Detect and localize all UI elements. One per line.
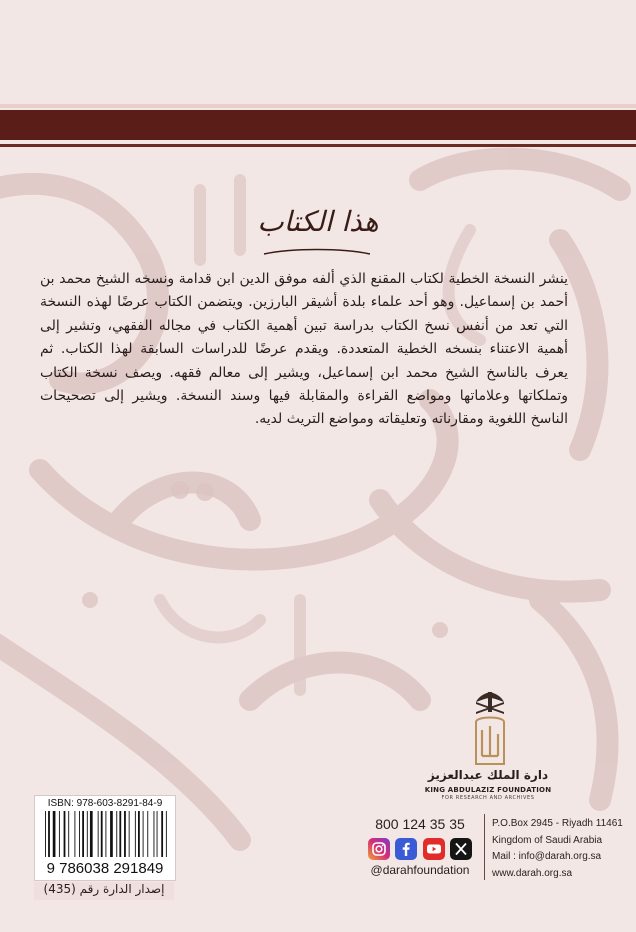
barcode-bar [138, 811, 140, 857]
barcode-bar [87, 811, 88, 857]
website-line: www.darah.org.sa [492, 867, 573, 879]
barcode-bar [101, 811, 103, 857]
top-band-line [0, 144, 636, 147]
country-line: Kingdom of Saudi Arabia [492, 834, 603, 846]
barcode-bar [129, 811, 130, 857]
barcode-bar [143, 811, 144, 857]
barcode-bar [116, 811, 117, 857]
isbn-label: ISBN: 978-603-8291-84-9 [47, 798, 163, 809]
barcode-bar [105, 811, 106, 857]
description-text: ينشر النسخة الخطية لكتاب المقنع الذي ألفه موفق الدين ابن قدامة ونسخه الشيخ محمد بن أحمد بن إسماعيل. وهو أحد علماء بلدة أشيقر البارزين. ويتضمن الكتاب عرضًا لهذه النسخة التي تعد من أنفس نسخ الكتاب بدراسة تبين أهمية الكتاب في مجاله الفقهي، وتشير إلى أهمية الاعتناء بنسخه الخطية المتعددة. ويقدم عرضًا للدراسات السابقة لهذا الكتاب. ثم يعرف بالناسخ الشيخ محمد ابن إسماعيل، ويشير إلى معالم فقهه. ويصف نسخة الكتاب وتملكاتها وعلاماتها ومواضع القراءة والمقابلة فيها وسند النسخة. ويشير إلى تصحيحات الناسخ اللغوية ومقارناته وتعليقاته ومواضع التريث لديه. [40, 271, 568, 428]
barcode-bar [90, 811, 93, 857]
mail-line: Mail : info@darah.org.sa [492, 851, 602, 862]
barcode-bar [154, 811, 155, 857]
social-handle: @darahfoundation [370, 863, 470, 877]
foundation-subtitle-english: FOR RESEARCH AND ARCHIVES [441, 795, 535, 801]
section-title: هذا الكتاب [257, 205, 379, 238]
barcode-bar [119, 811, 121, 857]
phone-number: 800 124 35 35 [375, 816, 465, 832]
facebook-icon [395, 838, 417, 860]
barcode-bar [82, 811, 84, 857]
palm-swords-emblem [468, 690, 512, 768]
pobox-line: P.O.Box 2945 - Riyadh 11461 [492, 818, 623, 829]
barcode [43, 811, 167, 863]
barcode-bar [64, 811, 66, 857]
contact-divider [484, 814, 485, 880]
barcode-bar [124, 811, 126, 857]
x-icon [450, 838, 472, 860]
issue-number-label: إصدار الدارة رقم (435) [34, 882, 174, 900]
social-icons [368, 838, 472, 862]
barcode-bar [147, 811, 148, 857]
barcode-bar [68, 811, 69, 857]
barcode-bar [74, 811, 75, 857]
foundation-logo [418, 690, 558, 808]
barcode-panel [34, 795, 176, 881]
contact-info [492, 816, 632, 882]
barcode-bar [161, 811, 163, 857]
barcode-bar [53, 811, 56, 857]
foundation-name-english: KING ABDULAZIZ FOUNDATION [424, 786, 552, 794]
youtube-icon [423, 838, 445, 860]
barcode-bar [59, 811, 60, 857]
title-flourish [262, 246, 372, 258]
barcode-bar [166, 811, 167, 857]
barcode-bar [110, 811, 113, 857]
barcode-bar [98, 811, 99, 857]
barcode-bar [79, 811, 80, 857]
barcode-bar [48, 811, 50, 857]
top-band-edge [0, 104, 636, 108]
instagram-icon [368, 838, 390, 860]
barcode-bar [45, 811, 46, 857]
barcode-digits: 9 786038 291849 [46, 860, 164, 877]
foundation-name-arabic: دارة الملك عبدالعزيز [427, 768, 549, 782]
top-decorative-band [0, 110, 636, 140]
barcode-bar [157, 811, 158, 857]
barcode-bar [135, 811, 136, 857]
